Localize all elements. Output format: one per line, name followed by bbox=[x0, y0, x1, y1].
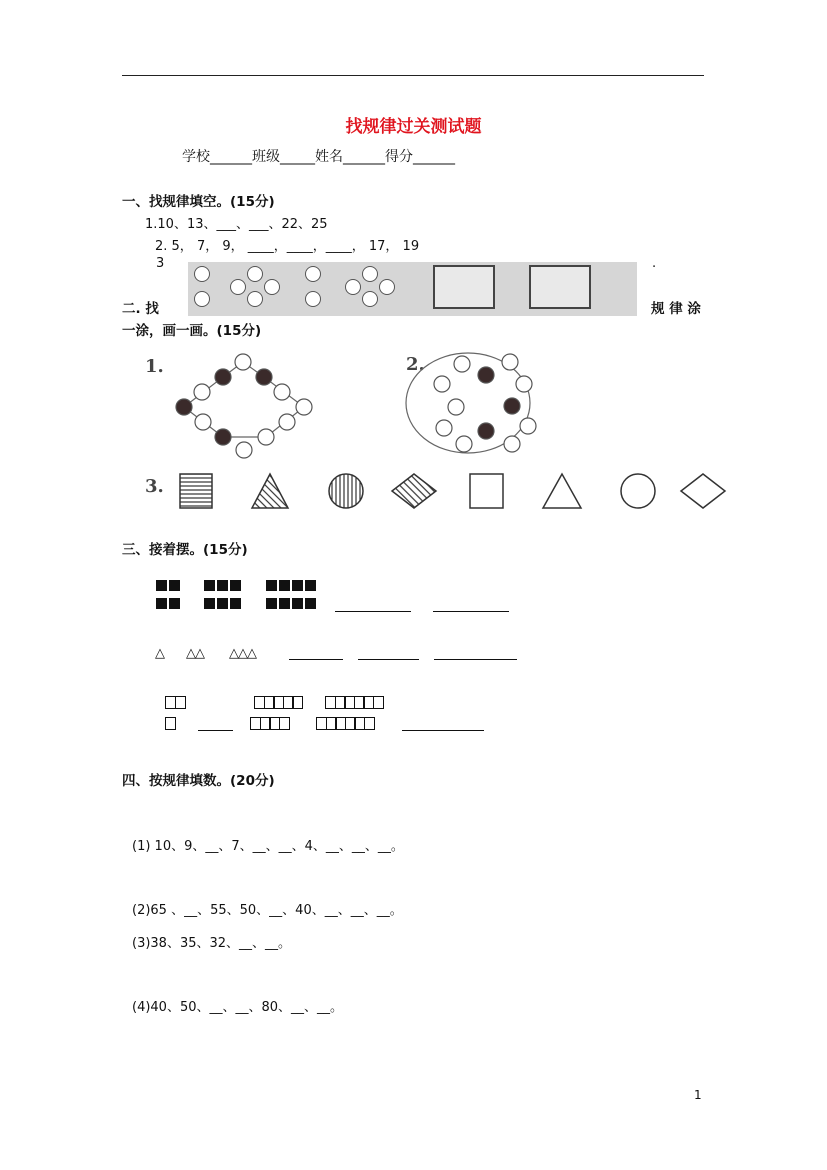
section-4-item-2: (2)65 、__、55、50、__、40、__、__、__。 bbox=[132, 903, 403, 918]
black-block bbox=[305, 580, 316, 591]
section-4-heading: 四、按规律填数。(20分) bbox=[122, 773, 275, 789]
section-2-heading-right: 规 律 涂 bbox=[651, 301, 701, 317]
black-block bbox=[217, 598, 228, 609]
answer-blank[interactable] bbox=[198, 730, 233, 731]
black-block bbox=[292, 580, 303, 591]
black-block bbox=[305, 598, 316, 609]
black-block bbox=[169, 580, 180, 591]
section-1-q1: 1.10、13、___、___、22、25 bbox=[145, 217, 328, 232]
section-1-heading: 一、找规律填空。(15分) bbox=[122, 194, 275, 210]
coloring-figures bbox=[130, 340, 740, 525]
circle-shape bbox=[194, 291, 210, 307]
square-pattern-top-2 bbox=[254, 696, 302, 713]
striped-diamond-shape bbox=[392, 474, 436, 508]
section-1-q3-number: 3 bbox=[156, 256, 165, 271]
empty-answer-box bbox=[433, 265, 495, 309]
square-outline bbox=[373, 696, 384, 709]
section-1-q3-end: . bbox=[652, 256, 657, 271]
figure-3-label: 3. bbox=[145, 476, 164, 497]
striped-triangle-shape bbox=[252, 474, 288, 508]
block-pattern-row-2 bbox=[156, 598, 318, 613]
answer-blank[interactable] bbox=[289, 659, 343, 660]
page-title: 找规律过关测试题 bbox=[345, 117, 482, 137]
answer-blank[interactable] bbox=[434, 659, 517, 660]
black-block bbox=[230, 580, 241, 591]
section-4-item-1: (1) 10、9、__、7、__、__、4、__、__、__。 bbox=[132, 839, 404, 854]
square-outline bbox=[292, 696, 303, 709]
striped-circle-shape bbox=[329, 474, 363, 508]
circle-shape bbox=[305, 291, 321, 307]
section-2-heading-left: 二. 找 bbox=[122, 301, 159, 317]
figure-1-label: 1. bbox=[145, 356, 164, 377]
circle-shape bbox=[362, 291, 378, 307]
black-block bbox=[266, 580, 277, 591]
figure-2-label: 2. bbox=[406, 354, 425, 375]
circle-shape bbox=[379, 279, 395, 295]
square-pattern-bottom-1 bbox=[165, 717, 175, 734]
figure-2-beads bbox=[434, 354, 536, 452]
section-2-heading-cont: 一涂，画一画。(15分) bbox=[122, 323, 262, 339]
student-info-line: 学校______班级_____姓名______得分______ bbox=[182, 149, 455, 165]
section-1-q2: 2. 5， 7， 9， ____，____，____， 17， 19 bbox=[155, 239, 420, 254]
black-block bbox=[266, 598, 277, 609]
black-block bbox=[204, 580, 215, 591]
answer-blank[interactable] bbox=[433, 611, 509, 612]
blank-diamond-shape bbox=[681, 474, 725, 508]
square-outline bbox=[279, 717, 290, 730]
striped-square-shape bbox=[180, 474, 212, 508]
circle-shape bbox=[362, 266, 378, 282]
black-block bbox=[279, 580, 290, 591]
header-rule bbox=[122, 75, 704, 76]
square-outline bbox=[175, 696, 186, 709]
figure-1-beads bbox=[176, 354, 312, 458]
square-pattern-top-1 bbox=[165, 696, 184, 713]
square-outline bbox=[364, 717, 375, 730]
black-block bbox=[230, 598, 241, 609]
pattern-image-strip bbox=[188, 262, 637, 316]
empty-answer-box bbox=[529, 265, 591, 309]
triangle-pattern-2: △△ bbox=[186, 646, 204, 661]
circle-shape bbox=[247, 291, 263, 307]
section-4-item-3: (3)38、35、32、__、__。 bbox=[132, 936, 292, 951]
square-pattern-bottom-2 bbox=[250, 717, 288, 734]
answer-blank[interactable] bbox=[402, 730, 484, 731]
triangle-pattern-3: △△△ bbox=[229, 646, 256, 661]
page-number: 1 bbox=[694, 1088, 702, 1102]
circle-shape bbox=[305, 266, 321, 282]
black-block bbox=[279, 598, 290, 609]
black-block bbox=[156, 598, 167, 609]
circle-shape bbox=[264, 279, 280, 295]
blank-circle-shape bbox=[621, 474, 655, 508]
blank-square-shape bbox=[470, 474, 503, 508]
blank-triangle-shape bbox=[543, 474, 581, 508]
answer-blank[interactable] bbox=[358, 659, 419, 660]
answer-blank[interactable] bbox=[335, 611, 411, 612]
square-pattern-top-3 bbox=[325, 696, 382, 713]
section-3-heading: 三、接着摆。(15分) bbox=[122, 542, 248, 558]
circle-shape bbox=[194, 266, 210, 282]
section-4-item-4: (4)40、50、__、__、80、__、__。 bbox=[132, 1000, 344, 1015]
black-block bbox=[169, 598, 180, 609]
black-block bbox=[156, 580, 167, 591]
circle-shape bbox=[230, 279, 246, 295]
black-block bbox=[292, 598, 303, 609]
circle-shape bbox=[345, 279, 361, 295]
black-block bbox=[204, 598, 215, 609]
square-outline bbox=[165, 717, 176, 730]
square-pattern-bottom-3 bbox=[316, 717, 373, 734]
black-block bbox=[217, 580, 228, 591]
triangle-pattern-1: △ bbox=[155, 646, 165, 661]
block-pattern-row-1 bbox=[156, 580, 318, 595]
circle-shape bbox=[247, 266, 263, 282]
